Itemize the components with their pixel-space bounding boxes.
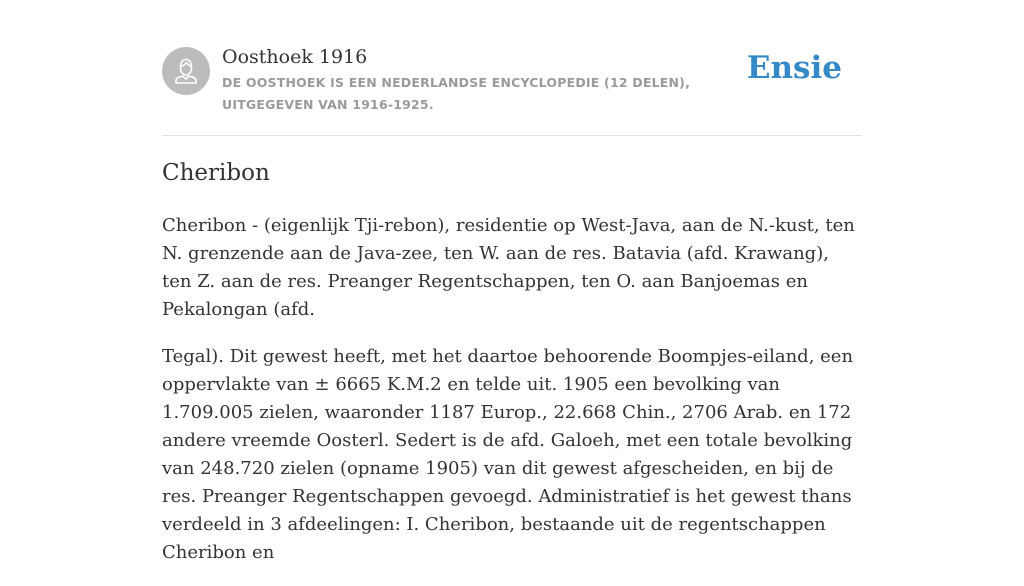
article-title: Cheribon — [162, 160, 270, 186]
article-body — [162, 212, 862, 586]
article-paragraph: Cheribon - (eigenlijk Tji-rebon), residentie op West-Java, aan de N.-kust, ten N. grenzende aan de Java-zee, ten W. aan de res. Batavia (afd. Krawang), ten Z. aan de res. Preanger Regentschappen, ten O. aan Banjoemas en Pekalongan (afd. — [162, 215, 855, 320]
article-paragraph: Tegal). Dit gewest heeft, met het daartoe behoorende Boompjes-eiland, een oppervlakte van ± 6665 K.M.2 en telde uit. 1905 een bevolking van 1.709.005 zielen, waaronder 1187 Europ., 22.668 Chin., 2706 Arab. en 172 andere vreemde Oosterl. Sedert is de afd. Galoeh, met een totale bevolking van 248.720 zielen (opname 1905) van dit gewest afgescheiden, en bij de res. Preanger Regentschappen gevoegd. Administratief is het gewest thans verdeeld in 3 afdeelingen: I. Cheribon, bestaande uit de regentschappen Cheribon en — [162, 346, 854, 563]
source-description: DE OOSTHOEK IS EEN NEDERLANDSE ENCYCLOPEDIE (12 DELEN), UITGEGEVEN VAN 1916-1925. — [222, 75, 691, 112]
source-header — [162, 0, 862, 136]
user-icon — [162, 47, 210, 95]
source-avatar[interactable] — [162, 47, 210, 95]
content-container — [162, 0, 862, 563]
source-name-link[interactable]: Oosthoek 1916 — [222, 46, 368, 68]
ensie-logo-link[interactable]: Ensie — [746, 50, 842, 86]
